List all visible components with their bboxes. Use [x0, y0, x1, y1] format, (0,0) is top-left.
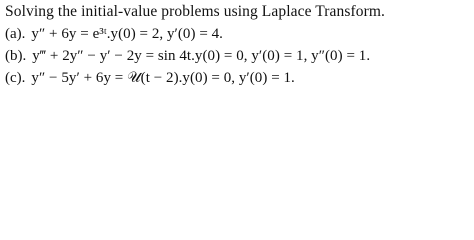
problem-c	[5, 67, 472, 89]
problem-a	[5, 23, 472, 45]
problem-b-label: (b).	[5, 48, 27, 64]
problem-b-equation: y‴ + 2y″ − y′ − 2y = sin 4t.y(0) = 0, y′(0) = 1, y″(0) = 1.	[32, 48, 371, 64]
problem-a-label: (a).	[5, 26, 26, 42]
problem-c-label: (c).	[5, 70, 26, 86]
problem-b	[5, 45, 472, 67]
problem-a-equation: y″ + 6y = e³ᵗ.y(0) = 2, y′(0) = 4.	[31, 26, 223, 42]
document-title: Solving the initial-value problems using Laplace Transform.	[5, 3, 385, 20]
document-body	[5, 1, 472, 89]
problem-c-equation: y″ − 5y′ + 6y = 𝒰(t − 2).y(0) = 0, y′(0) = 1.	[31, 70, 295, 86]
